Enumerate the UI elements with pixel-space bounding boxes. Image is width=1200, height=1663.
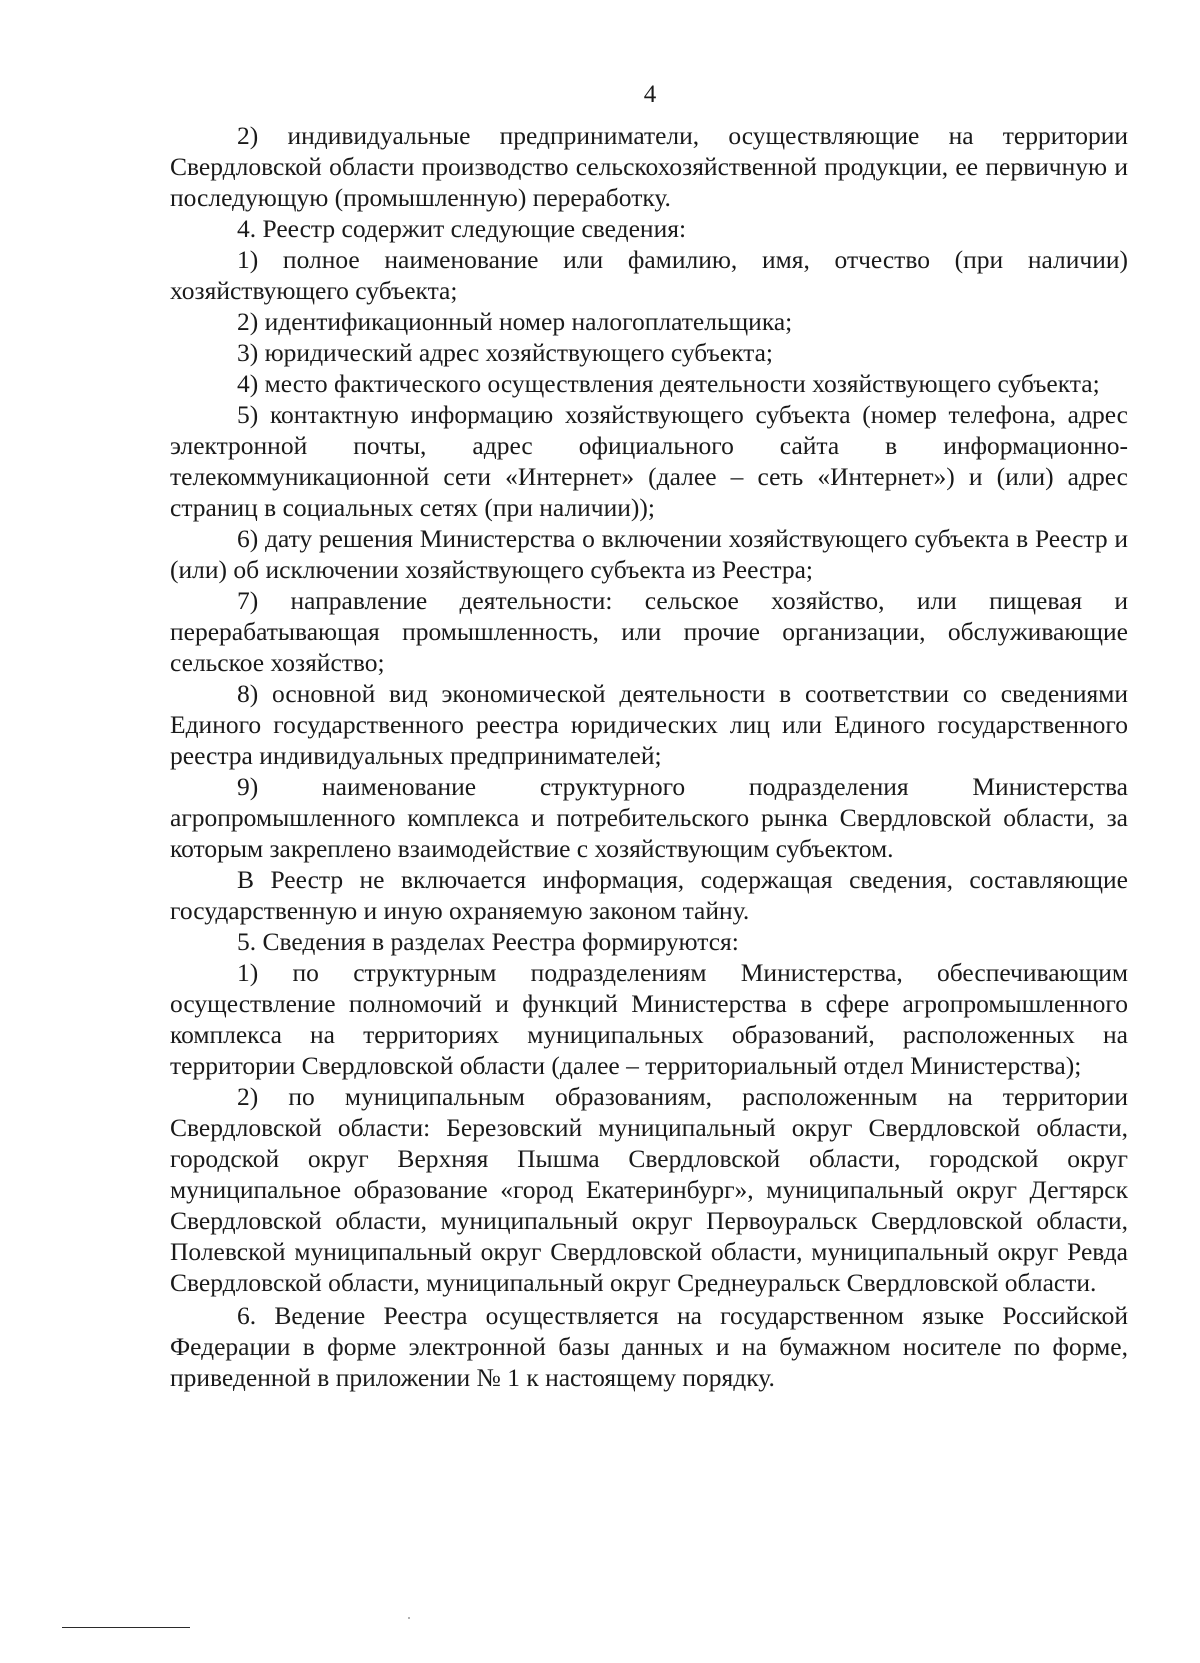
- paragraph: 7) направление деятельности: сельское хозяйство, или пищевая и перерабатывающая промышленность, или прочие организации, обслуживающие сельское хозяйство;: [170, 586, 1128, 677]
- scan-speck: [408, 1617, 410, 1619]
- paragraph: 2) индивидуальные предприниматели, осуществляющие на территории Свердловской области производство сельскохозяйственной продукции, ее первичную и последующую (промышленную) переработку.: [170, 121, 1128, 212]
- paragraph: 8) основной вид экономической деятельности в соответствии со сведениями Единого государственного реестра юридических лиц или Единого государственного реестра индивидуальных предпринимателей;: [170, 679, 1128, 770]
- paragraph: 5. Сведения в разделах Реестра формируются:: [237, 927, 739, 956]
- paragraph: В Реестр не включается информация, содержащая сведения, составляющие государственную и иную охраняемую законом тайну.: [170, 865, 1128, 925]
- paragraph: 6) дату решения Министерства о включении хозяйствующего субъекта в Реестр и (или) об исключении хозяйствующего субъекта из Реестра;: [170, 524, 1128, 584]
- paragraph: 1) полное наименование или фамилию, имя, отчество (при наличии) хозяйствующего субъекта;: [170, 245, 1128, 305]
- paragraph: 1) по структурным подразделениям Министерства, обеспечивающим осуществление полномочий и функций Министерства в сфере агропромышленного комплекса на территориях муниципальных образований, расположенных на территории Свердловской области (далее – территориальный отдел Министерства);: [170, 958, 1128, 1080]
- page-number: 4: [643, 81, 657, 108]
- paragraph: 3) юридический адрес хозяйствующего субъекта;: [237, 338, 773, 367]
- paragraph: 6. Ведение Реестра осуществляется на государственном языке Российской Федерации в форме электронной базы данных и на бумажном носителе по форме, приведенной в приложении № 1 к настоящему порядку.: [170, 1301, 1128, 1392]
- document-body: [170, 120, 1128, 1393]
- paragraph: 4. Реестр содержит следующие сведения:: [237, 214, 687, 243]
- paragraph: 2) идентификационный номер налогоплательщика;: [237, 307, 793, 336]
- footer-rule: [62, 1627, 190, 1628]
- paragraph: 2) по муниципальным образованиям, расположенным на территории Свердловской области: Березовский муниципальный округ Свердловской области, городской округ Верхняя Пышма Свердловской области, городской округ муниципальное образование «город Екатеринбург», муниципальный округ Дегтярск Свердловской области, муниципальный округ Первоуральск Свердловской области, Полевской муниципальный округ Свердловской области, муниципальный округ Ревда Свердловской области, муниципальный округ Среднеуральск Свердловской области.: [170, 1082, 1128, 1297]
- paragraph: 4) место фактического осуществления деятельности хозяйствующего субъекта;: [237, 369, 1100, 398]
- paragraph: 9) наименование структурного подразделения Министерства агропромышленного комплекса и потребительского рынка Свердловской области, за которым закреплено взаимодействие с хозяйствующим субъектом.: [170, 772, 1128, 863]
- paragraph: 5) контактную информацию хозяйствующего субъекта (номер телефона, адрес электронной почты, адрес официального сайта в информационно-телекоммуникационной сети «Интернет» (далее – сеть «Интернет») и (или) адрес страниц в социальных сетях (при наличии));: [170, 400, 1128, 522]
